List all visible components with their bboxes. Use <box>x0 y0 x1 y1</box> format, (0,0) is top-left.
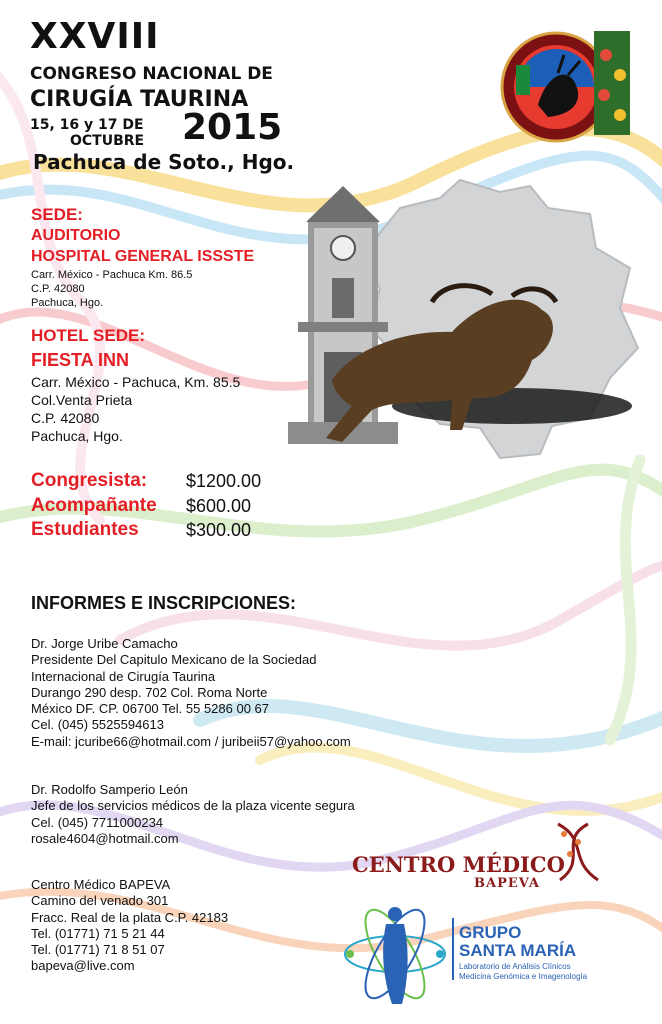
contact-bapeva-line: Tel. (01771) 71 8 51 07 <box>31 942 165 958</box>
congress-location: Pachuca de Soto., Hgo. <box>33 150 295 174</box>
society-seal-logo <box>498 25 634 143</box>
contact-uribe-line: Internacional de Cirugía Taurina <box>31 668 216 684</box>
contact-samperio-line: Cel. (045) 7711000234 <box>31 814 164 830</box>
contact-uribe-line: Cel. (045) 5525594613 <box>31 717 164 733</box>
fee-label-congresista: Congresista: <box>31 470 148 491</box>
fee-label-estudiantes: Estudiantes <box>31 519 139 540</box>
grupo-divider <box>452 918 454 980</box>
contact-samperio-email[interactable]: rosale4604@hotmail.com <box>31 830 179 846</box>
fee-price-estudiantes: $300.00 <box>186 520 252 540</box>
sede-name-2: HOSPITAL GENERAL ISSSTE <box>31 248 255 265</box>
dna-helix-icon <box>548 820 608 884</box>
contact-uribe-line: México DF. CP. 06700 Tel. 55 5286 00 67 <box>31 701 270 717</box>
contact-uribe-line: Presidente Del Capitulo Mexicano de la Sociedad <box>31 652 317 668</box>
centro-medico-logo-title: CENTRO MÉDICO <box>352 852 565 877</box>
hotel-address-4: Pachuca, Hgo. <box>31 428 123 444</box>
contact-bapeva-line: Fracc. Real de la plata C.P. 42183 <box>31 909 229 925</box>
sede-label: SEDE: <box>31 205 83 224</box>
contact-samperio-line: Dr. Rodolfo Samperio León <box>31 782 188 797</box>
congress-title: CIRUGÍA TAURINA <box>30 87 249 112</box>
hotel-address-2: Col.Venta Prieta <box>31 392 133 408</box>
contact-bapeva-email[interactable]: bapeva@live.com <box>31 958 135 974</box>
bull-icon <box>312 280 642 452</box>
informes-title: INFORMES E INSCRIPCIONES: <box>31 593 297 613</box>
contact-uribe <box>31 636 351 750</box>
contact-uribe-line: Dr. Jorge Uribe Camacho <box>31 636 178 651</box>
sede-name-1: AUDITORIO <box>31 227 121 244</box>
contact-bapeva-line: Camino del venado 301 <box>31 893 169 909</box>
grupo-logo-line2: SANTA MARÍA <box>459 941 577 960</box>
fee-price-congresista: $1200.00 <box>186 471 262 491</box>
sede-address-1: Carr. México - Pachuca Km. 86.5 <box>31 269 193 281</box>
contact-uribe-line: Durango 290 desp. 702 Col. Roma Norte <box>31 684 268 700</box>
contact-samperio <box>31 782 355 847</box>
grupo-logo-line1: GRUPO <box>459 923 522 942</box>
contact-bapeva-line: Centro Médico BAPEVA <box>31 877 171 892</box>
hotel-address-1: Carr. México - Pachuca, Km. 85.5 <box>31 374 241 390</box>
fee-price-acompanante: $600.00 <box>186 496 252 516</box>
congress-dates: 15, 16 y 17 DE <box>30 117 144 133</box>
hotel-label: HOTEL SEDE: <box>31 326 145 345</box>
hotel-name: FIESTA INN <box>31 350 129 370</box>
contact-samperio-line: Jefe de los servicios médicos de la plaza vicente segura <box>31 798 355 814</box>
atom-mother-icon <box>340 892 450 1010</box>
grupo-logo-line4: Medicina Genómica e Imagenología <box>459 972 588 981</box>
fee-label-acompanante: Acompañante <box>31 495 157 516</box>
contact-bapeva-line: Tel. (01771) 71 5 21 44 <box>31 925 165 941</box>
congress-year: 2015 <box>182 107 283 148</box>
contact-uribe-email[interactable]: E-mail: jcuribe66@hotmail.com / juribeii57@yahoo.com <box>31 733 351 749</box>
edition-number: XXVIII <box>30 16 160 57</box>
contact-bapeva <box>31 877 228 975</box>
hotel-address-3: C.P. 42080 <box>31 410 100 426</box>
grupo-logo-line3: Laboratorio de Análisis Clínicos <box>459 962 571 971</box>
sede-address-2: C.P. 42080 <box>31 283 85 295</box>
congress-line1: CONGRESO NACIONAL DE <box>30 64 273 84</box>
centro-medico-logo-sub: BAPEVA <box>474 876 540 891</box>
sede-address-3: Pachuca, Hgo. <box>31 297 104 309</box>
congress-month: OCTUBRE <box>70 133 145 149</box>
